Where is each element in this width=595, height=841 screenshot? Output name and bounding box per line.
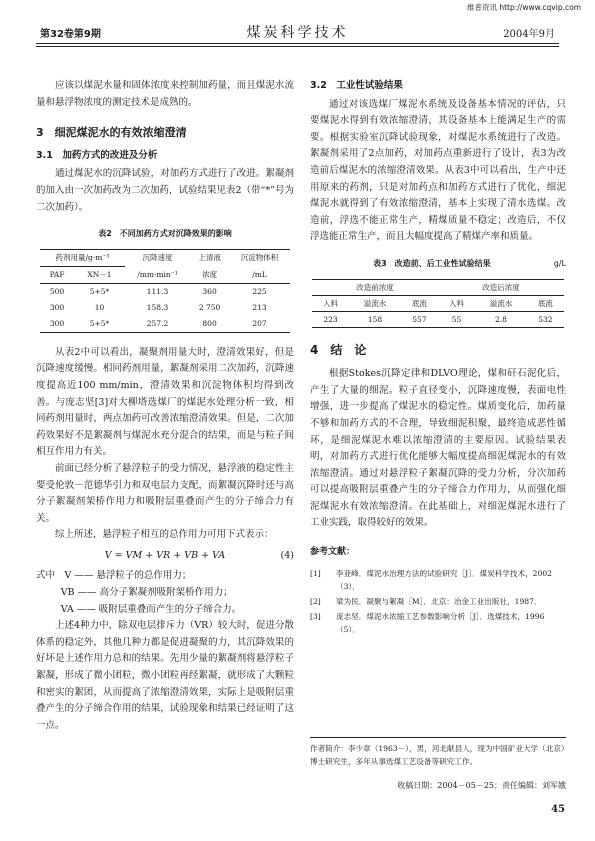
page-number: 45 [551,804,565,815]
summary-paragraph: 综上所述，悬浮粒子相互的总作用力可用下式表示： [55,529,274,541]
definition-vb: VB —— 高分子絮凝剂吸附架桥作用力； [60,587,233,599]
table-cell: 500 [49,286,65,296]
table-header-cell: 上清液 [198,253,221,262]
table-cell: 360 [202,286,217,296]
right-column [310,78,566,638]
reference-item [310,567,566,593]
author-bio: 作者简介：李少章（1963－），男，河北献县人，现为中国矿业大学（北京）博士研究生，多年从事选煤工艺设备等研究工作。 [310,737,566,768]
equation-number: (4) [280,549,294,561]
definition-va: VA —— 吸附层重叠而产生的分子缔合力。 [60,603,242,615]
table-2 [40,249,290,333]
reference-number: [3] [310,611,321,621]
table-3-caption: 表3 改造前、后工业性试验结果 [373,258,491,268]
equation-4 [36,548,294,565]
table-row [312,311,564,327]
section-4-paragraph: 根据Stokes沉降定律和DLVO理论，煤和矸石泥化后，产生了大量的细泥。粒子直径变小，沉降速度慢，表面电性增强，进一步提高了煤泥水的稳定性。煤质变化后，加药量不够和加药方式的不合理，导致细泥积聚，最终造成恶性循环，是细泥煤泥水难以浓缩澄清的主要原因。试验结果表明，对加药方式进行优化能够大幅度提高细泥煤泥水的有效浓缩澄清。通过对悬浮粒子絮凝沉降的受力分析，分次加药可以提高吸附层重叠产生的分子缔合力作用力，从而强化细泥煤泥水有效浓缩澄清。在此基础上，对细泥煤泥水进行了工业实践，取得较好的效果。 [310,368,566,529]
header-rule [36,43,559,44]
received-date: 收稿日期：2004－05－25；责任编辑：刘军娥 [397,781,566,790]
section-3-heading: 3 细泥煤泥水的有效浓缩澄清 [36,126,187,140]
table-header-cell: 入料 [323,298,339,308]
reference-text: 庞志坚．煤泥水浓缩工艺参数影响分析［J］．选煤技术，1996（5）． [336,611,545,634]
reference-item [310,610,566,636]
table-cell: 257.2 [146,318,169,328]
table-2-caption: 表2 不同加药方式对沉降效果的影响 [98,229,232,239]
table-cell: 557 [412,314,427,324]
table-header-cell: 浓度 [202,269,218,279]
equation-body: V = VM + VR + VB + VA [104,549,226,561]
table-row [40,300,290,316]
table-cell: 532 [538,314,553,324]
journal-title: 煤炭科学技术 [246,25,349,41]
table-3-unit: g/L [553,258,566,268]
table-cell: 10 [94,302,105,312]
section-3-1-heading: 3.1 加药方式的改进及分析 [36,149,158,161]
reference-number: [1] [310,568,321,578]
table-cell: 158.3 [146,302,169,312]
volume-issue: 第32卷第9期 [40,29,101,40]
table-3-caption-row [310,256,566,273]
table-header-cell: /mm·min⁻¹ [137,269,178,279]
table-header-cell: XN－1 [87,269,112,279]
table-header-cell: 改造前浓度 [312,279,438,295]
table-cell: 213 [252,302,267,312]
reference-text: 李亚峰．煤泥水治理方法的试验研究［J］．煤炭科学技术，2002（3）． [336,568,553,591]
table-cell: 2 750 [198,302,221,312]
reference-item [310,595,566,608]
table-header-cell: /mL [252,269,267,279]
definition-v: 式中 V —— 悬浮粒子的总作用力； [36,570,192,582]
table-header-cell: 沉淀物体积 [240,253,279,262]
reference-text: 梁为民．凝聚与絮凝［M］．北京：冶金工业出版社，1987． [336,596,542,606]
table-cell: 5+5* [89,286,110,296]
references-heading: 参考文献： [310,547,356,558]
table-cell: 5+5* [89,318,110,328]
table-header-cell: 底流 [411,298,427,308]
issue-date: 2004年9月 [503,29,555,40]
table-row [40,283,290,300]
force-analysis-paragraph: 前面已经分析了悬浮粒子的受力情况，悬浮液的稳定性主要受伦敦－范德华引力和双电层力支配，而絮凝沉降时还与高分子絮凝剂架桥作用力和吸附层重叠而产生的分子缔合力有关。 [36,462,294,524]
table-cell: 800 [202,318,217,328]
intro-paragraph: 应该以煤泥水量和固体浓度来控制加药量，而且煤泥水流量和悬浮物浓度的测定技术是成熟的。 [36,80,294,108]
table-header-cell: 底流 [537,298,553,308]
header-rule-thin [36,46,559,47]
table-header-cell: 药剂用量/g·m⁻³ [40,249,125,266]
table-header-cell: PAF [49,269,65,279]
table-cell: 300 [49,318,65,328]
table-header-cell: 溢流水 [363,298,387,308]
table-cell: 207 [252,318,267,328]
running-header [40,25,555,39]
watermark: 维普资讯 http://www.cqvip.com [466,3,581,12]
left-column [36,78,294,734]
table-header-cell: 溢流水 [489,298,513,308]
table-row [40,316,290,333]
table-header-cell: 沉降速度 [142,253,173,262]
section-3-2-heading: 3.2 工业性试验结果 [310,80,403,91]
table-cell: 223 [323,314,338,324]
table-2-analysis: 从表2中可以看出，凝聚剂用量大时，澄清效果好，但是沉降速度缓慢。相同药剂用量，絮凝剂采用二次加药，沉降速度提高近100 mm/min，澄清效果和沉淀物体积均得到改善。与庞志坚[3]对大柳塔选煤厂的煤泥水处理分析一致，相同药剂用量时，两点加药可改善浓缩澄清效果。但是，二次加药效果好不是絮凝剂与煤泥水充分混合的结果，而是与粒子间相互作用力有关。 [36,346,294,458]
table-cell: 55 [451,314,462,324]
section-4-heading: 4 结 论 [310,342,367,357]
table-cell: 2.8 [495,314,507,324]
section-3-2-paragraph: 通过对该选煤厂煤泥水系统及设备基本情况的评估，只要煤泥水得到有效浓缩澄清，其设备基本上能满足生产的需要。根据实验室沉降试验现象，对煤泥水系统进行了改造。絮凝剂采用了2点加药，对加药点重新进行了设计，表3为改造前后煤泥水的浓缩澄清效果。从表3中可以看出，生产中还用原来的药剂，只是对加药点和加药方式进行了优化，细泥煤泥水就得到了有效浓缩澄清，基本上实现了清水选煤。改造前，浮选不能正常生产，精煤质量不稳定；改造后，不仅浮选能正常生产，而且大幅度提高了精煤产率和质量。 [310,98,566,243]
table-header-cell: 改造后浓度 [438,279,564,295]
table-cell: 158 [367,314,383,324]
section-3-1-paragraph: 通过煤泥水的沉降试验，对加药方式进行了改进。絮凝剂的加入由一次加药改为二次加药，试验结果见表2（带“*”号为二次加药）。 [36,168,295,213]
reference-number: [2] [310,596,321,606]
table-3 [312,279,564,328]
table-cell: 300 [49,302,65,312]
table-cell: 225 [252,286,267,296]
table-cell: 111.3 [146,286,169,296]
conclusion-paragraph-left: 上述4种力中，除双电层排斥力（VR）较大时，促进分散体系的稳定外，其他几种力都是促进凝聚的力，其沉降效果的好坏是上述作用力总和的结果。先用少量的絮凝剂将悬浮粒子絮凝，形成了微小团粒，微小团粒再经絮凝，就形成了大颗粒和密实的絮团，从而提高了浓缩澄清效果，实际上是吸附层重叠产生的分子缔合作用的结果，试验现象和结果已经证明了这一点。 [36,620,294,731]
table-header-cell: 入料 [449,298,465,308]
